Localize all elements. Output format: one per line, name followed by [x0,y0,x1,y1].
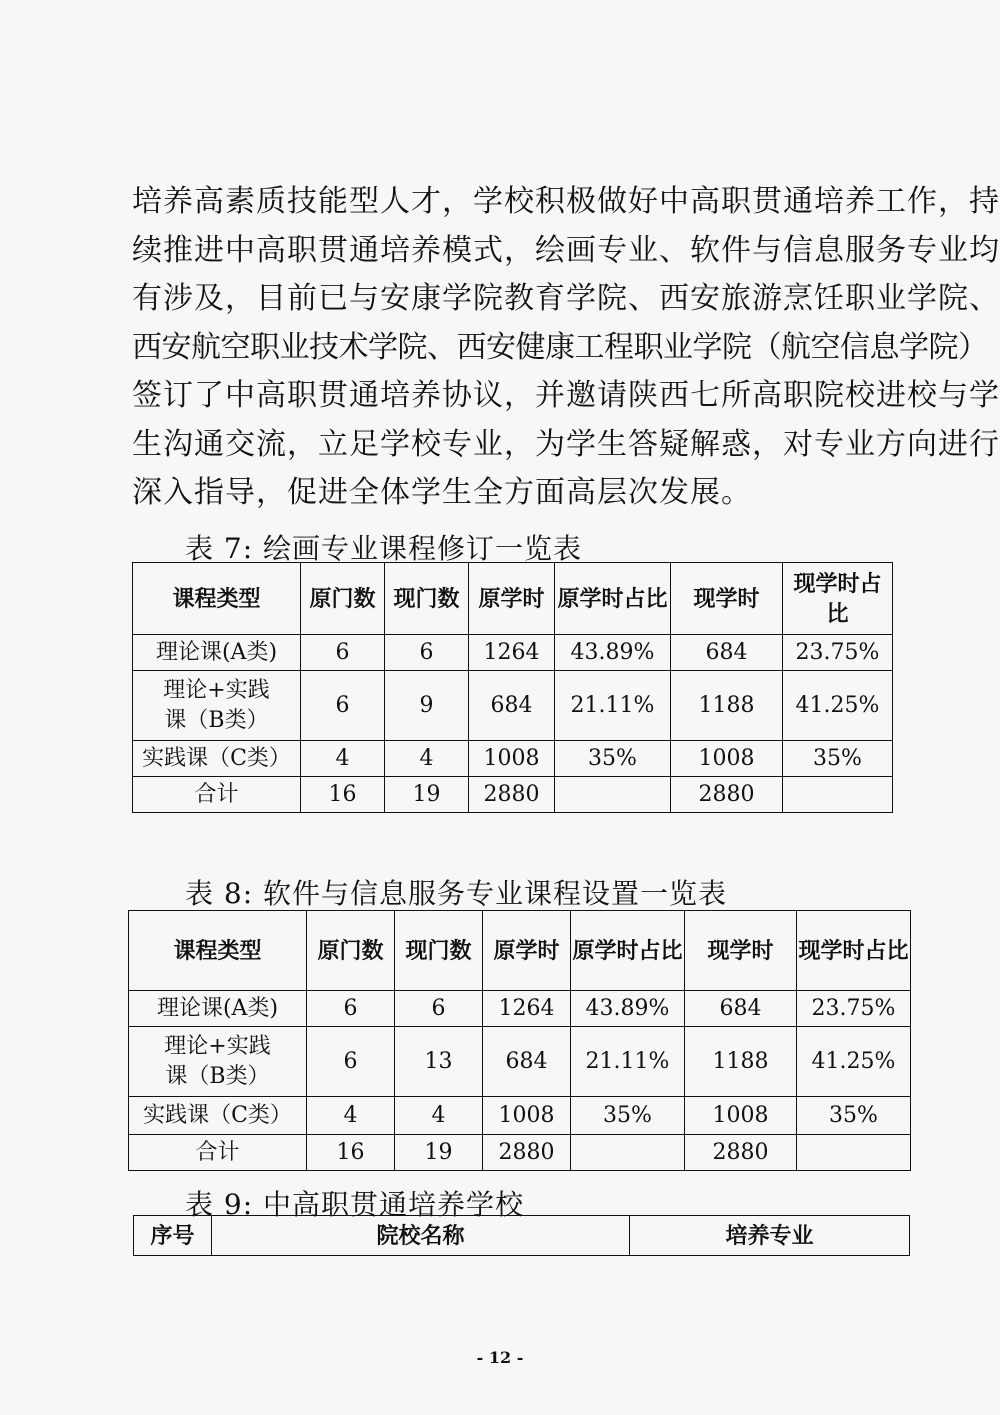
table8-caption: 表 8: 软件与信息服务专业课程设置一览表 [185,877,728,910]
table-cell: 理论+实践课（B类） [129,1027,307,1097]
table-cell: 13 [395,1027,483,1097]
table-cell: 19 [395,1135,483,1171]
header-cell: 现门数 [385,563,469,635]
table-row [129,1027,911,1097]
table-cell: 21.11% [555,671,671,741]
table-cell: 41.25% [797,1027,911,1097]
table9-caption: 表 9: 中高职贯通培养学校 [185,1188,525,1221]
table-cell: 6 [307,991,395,1027]
body-paragraph [132,178,1000,518]
table-cell: 35% [797,1097,911,1135]
table-cell: 35% [571,1097,685,1135]
header-cell: 原门数 [301,563,385,635]
paragraph-line: 续推进中高职贯通培养模式，绘画专业、软件与信息服务专业均 [132,232,1000,268]
header-cell: 原门数 [307,911,395,991]
table-cell: 合计 [133,777,301,813]
table-cell [555,777,671,813]
table-row [133,635,893,671]
table-row [129,1097,911,1135]
table-row [133,671,893,741]
header-cell: 现学时 [685,911,797,991]
table-cell: 35% [555,741,671,777]
table-cell: 实践课（C类） [133,741,301,777]
table-cell: 43.89% [555,635,671,671]
table-cell: 实践课（C类） [129,1097,307,1135]
header-cell: 培养专业 [630,1216,910,1256]
table-cell: 1008 [685,1097,797,1135]
header-cell: 现学时占比 [783,563,893,635]
table-header-row [134,1216,910,1256]
table-cell: 23.75% [783,635,893,671]
header-cell: 课程类型 [129,911,307,991]
table-cell [797,1135,911,1171]
table-cell: 684 [671,635,783,671]
paragraph-line: 西安航空职业技术学院、西安健康工程职业学院（航空信息学院） [132,329,988,365]
table-cell: 6 [301,671,385,741]
table-cell [783,777,893,813]
table-cell [571,1135,685,1171]
table-cell: 1264 [469,635,555,671]
paragraph-line: 有涉及，目前已与安康学院教育学院、西安旅游烹饪职业学院、 [132,281,1000,316]
header-cell: 课程类型 [133,563,301,635]
table-cell: 1188 [671,671,783,741]
table-cell: 21.11% [571,1027,685,1097]
table-row [133,777,893,813]
table-cell: 4 [301,741,385,777]
table-cell: 6 [301,635,385,671]
table-cell: 6 [385,635,469,671]
table-row [133,741,893,777]
table-cell: 1008 [671,741,783,777]
table-cell: 2880 [685,1135,797,1171]
table-cell: 23.75% [797,991,911,1027]
header-cell: 现门数 [395,911,483,991]
table-cell: 4 [385,741,469,777]
table-cell: 理论课(A类) [133,635,301,671]
table-cell: 1008 [483,1097,571,1135]
header-cell: 院校名称 [212,1216,630,1256]
paragraph-line: 生沟通交流，立足学校专业，为学生答疑解惑，对专业方向进行 [132,426,1000,462]
paragraph-line: 签订了中高职贯通培养协议，并邀请陕西七所高职院校进校与学 [132,378,1000,413]
header-cell: 原学时占比 [555,563,671,635]
table-cell: 4 [395,1097,483,1135]
paragraph-line: 培养高素质技能型人才，学校积极做好中高职贯通培养工作，持 [132,184,1000,219]
table-cell: 理论+实践课（B类） [133,671,301,741]
header-cell: 原学时 [469,563,555,635]
table-cell: 41.25% [783,671,893,741]
table-cell: 理论课(A类) [129,991,307,1027]
table-cell: 16 [307,1135,395,1171]
header-cell: 序号 [134,1216,212,1256]
header-cell: 现学时 [671,563,783,635]
table-cell: 19 [385,777,469,813]
table7 [132,562,893,813]
table-cell: 684 [685,991,797,1027]
table-cell: 43.89% [571,991,685,1027]
paragraph-line: 深入指导，促进全体学生全方面高层次发展。 [132,475,752,510]
table-cell: 2880 [671,777,783,813]
table-header-row [129,911,911,991]
table7-caption: 表 7: 绘画专业课程修订一览表 [185,532,583,565]
table-cell: 4 [307,1097,395,1135]
table-row [129,1135,911,1171]
table-cell: 9 [385,671,469,741]
table-cell: 1264 [483,991,571,1027]
table8 [128,910,911,1171]
header-cell: 原学时占比 [571,911,685,991]
header-cell: 现学时占比 [797,911,911,991]
table-cell: 16 [301,777,385,813]
page-number: - 12 - [476,1348,524,1367]
table-cell: 1008 [469,741,555,777]
table-cell: 684 [469,671,555,741]
table-cell: 684 [483,1027,571,1097]
table-cell: 2880 [483,1135,571,1171]
table9 [133,1215,910,1256]
table-cell: 6 [395,991,483,1027]
table-cell: 1188 [685,1027,797,1097]
table-header-row [133,563,893,635]
table-cell: 6 [307,1027,395,1097]
table-cell: 合计 [129,1135,307,1171]
header-cell: 原学时 [483,911,571,991]
table-cell: 2880 [469,777,555,813]
table-cell: 35% [783,741,893,777]
table-row [129,991,911,1027]
